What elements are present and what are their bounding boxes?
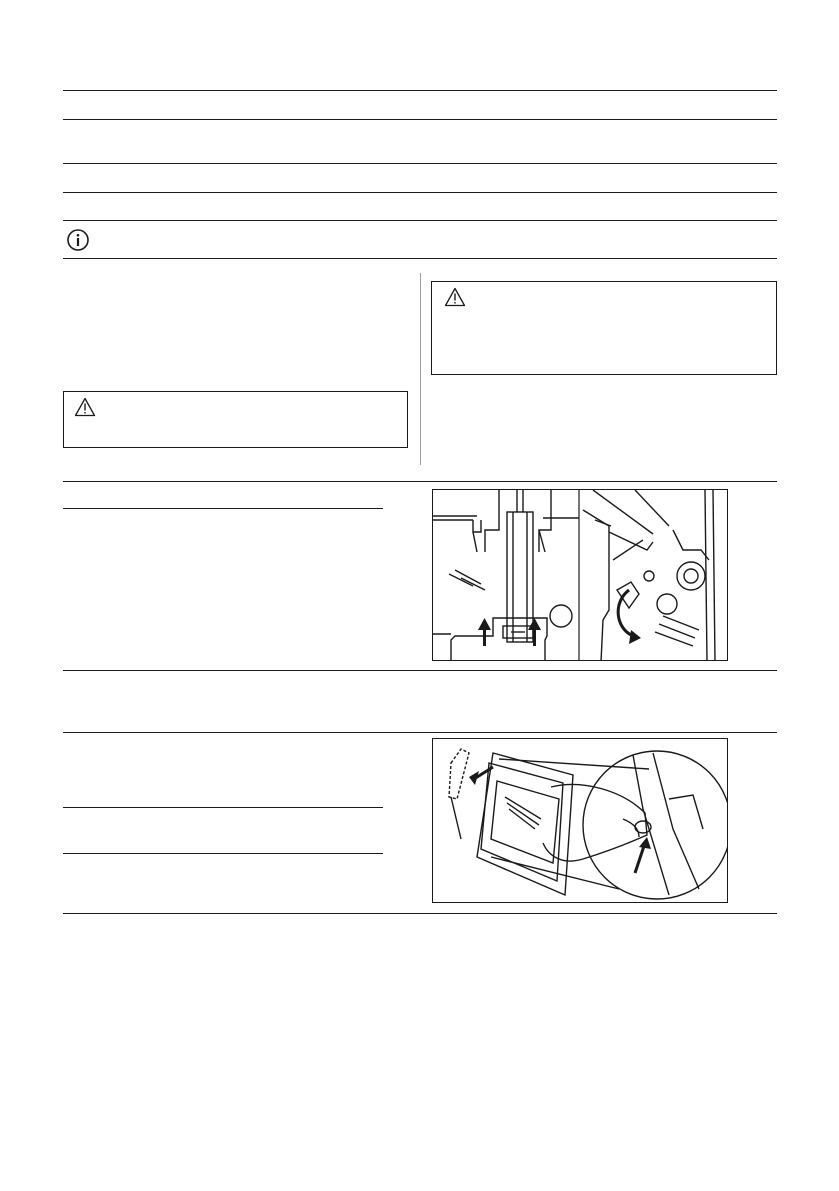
rule-10: [63, 913, 777, 914]
rule-5: [63, 220, 777, 221]
rule-step-1: [63, 508, 383, 509]
column-divider: [420, 273, 421, 465]
rule-2: [63, 119, 777, 120]
rule-4: [63, 192, 777, 193]
rule-step-3: [63, 853, 383, 854]
warning-icon: [74, 397, 96, 417]
glass-panel-illustration: [432, 738, 728, 903]
warning-box-right: [431, 281, 777, 375]
rule-8: [63, 670, 777, 671]
rule-6: [63, 258, 777, 259]
rule-1: [63, 90, 777, 91]
rule-7: [63, 481, 777, 482]
hinge-illustration: [432, 489, 728, 661]
warning-icon: [444, 287, 466, 307]
rule-9: [63, 732, 777, 733]
rule-step-2: [63, 807, 383, 808]
info-icon: [66, 228, 90, 252]
rule-3: [63, 163, 777, 164]
warning-box-left: [63, 391, 408, 448]
